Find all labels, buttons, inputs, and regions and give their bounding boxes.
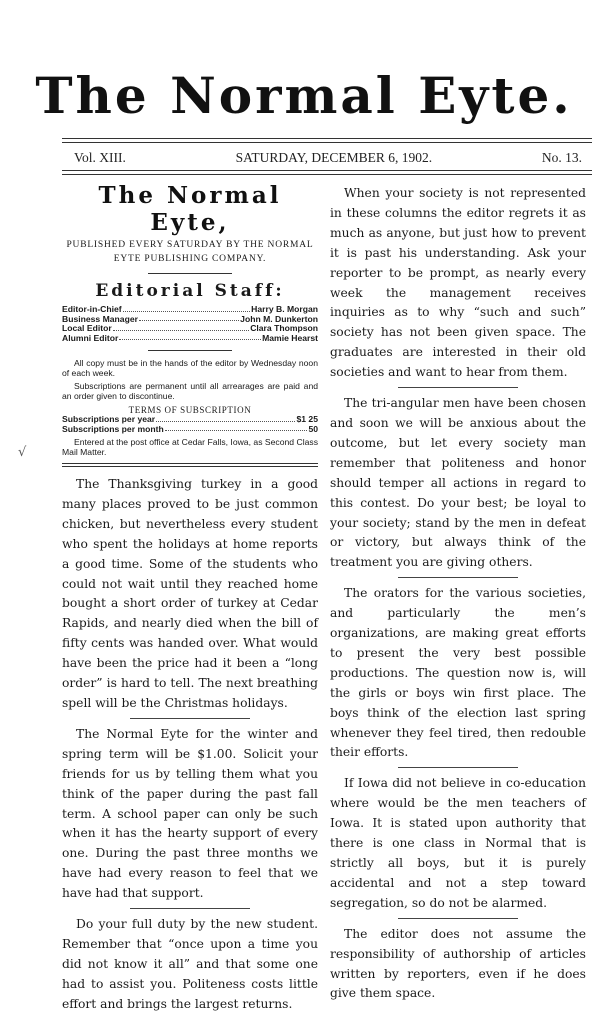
issue-date: SATURDAY, DECEMBER 6, 1902. <box>235 150 433 165</box>
staff-role: Editor-in-Chief <box>62 304 122 314</box>
post-office-notice: Entered at the post office at Cedar Falls, Iowa, as Second Class Mail Matter. <box>62 437 318 457</box>
staff-name: Mamie Hearst <box>262 332 318 343</box>
notice: Subscriptions are permanent until all arrearages are paid and an order given to discontinue. <box>62 381 318 401</box>
terms-row <box>62 425 318 435</box>
masthead-rule-top <box>62 138 592 143</box>
notice: All copy must be in the hands of the editor by Wednesday noon of each week. <box>62 358 318 378</box>
nameplate: The Normal Eyte, <box>98 182 282 236</box>
divider <box>148 350 232 351</box>
staff-name: Clara Thompson <box>250 323 318 333</box>
divider <box>398 767 518 768</box>
divider <box>148 273 232 274</box>
margin-checkmark: √ <box>18 445 27 460</box>
staff-role: Alumni Editor <box>62 332 119 343</box>
dateline <box>74 150 582 166</box>
article: Do your full duty by the new student. Remember that “once upon a time you did not know it all” and that some one had to assist you. Politeness costs little effort and brings the largest returns. <box>62 917 318 1011</box>
article: If Iowa did not believe in co-education where would be the men teachers of Iowa. It is stated upon authority that there is one class in Normal that is strictly all boys, but it is purely accidental and not a step toward segregation, so do not be alarmed. <box>330 776 586 910</box>
masthead-rule-bottom <box>62 170 592 175</box>
article: The tri-angular men have been chosen and soon we will be anxious about the outcome, but let every society man remember that politeness and honor should temper all actions in regard to this contest. Do your best; be loyal to your society; stand by the men in defeat or victory, but always think of the treatment you are giving others. <box>330 396 586 570</box>
divider <box>398 918 518 919</box>
staff-heading: Editorial Staff: <box>95 281 285 301</box>
volume-label: Vol. XIII. <box>74 150 126 165</box>
article: When your society is not represented in these columns the editor regrets it as much as anyone, but just how to prevent it is past his understanding. Ask your reporter to be prompt, as nearly every week the management receives inquiries as to why “such and such” society has not been given space. The graduates are interested in their old societies and want to hear from them. <box>330 186 586 380</box>
staff-name: Harry B. Morgan <box>251 304 318 314</box>
staff-list <box>62 305 318 343</box>
masthead-title: The Normal Eyte. <box>35 66 573 125</box>
divider <box>130 718 250 719</box>
staff-role: Local Editor <box>62 323 112 333</box>
article: The editor does not assume the responsibility of authorship of articles written by reporters, even if he does give them space. <box>330 926 586 1001</box>
divider <box>130 908 250 909</box>
right-column <box>330 180 586 1004</box>
terms-label: Subscriptions per month <box>62 423 164 434</box>
terms-price: $1 25 <box>296 414 318 424</box>
staff-row <box>62 334 318 344</box>
issue-number: No. 13. <box>541 150 582 165</box>
article: The orators for the various societies, and particularly the men’s organizations, are making great efforts to present the very best possible productions. The question now is, will the girls or boys win first place. The boys think of the election last spring whenever they feel tired, then redouble their efforts. <box>330 586 586 760</box>
terms-heading: TERMS OF SUBSCRIPTION <box>128 405 252 415</box>
staff-role: Business Manager <box>62 313 138 324</box>
divider <box>398 387 518 388</box>
left-column <box>62 180 318 1015</box>
column-rule <box>62 463 318 467</box>
article: The Normal Eyte for the winter and spring term will be $1.00. Solicit your friends for us by telling them what you think of the paper during the past fall term. A school paper can only be such when it has the hearty support of every one. During the past three months we have had every reason to feel that we have had that support. <box>62 726 318 901</box>
divider <box>398 577 518 578</box>
terms-price: 50 <box>308 423 318 434</box>
terms-label: Subscriptions per year <box>62 414 156 424</box>
published-line: PUBLISHED EVERY SATURDAY BY THE NORMAL EYTE PUBLISHING COMPANY. <box>66 240 314 264</box>
staff-name: John M. Dunkerton <box>240 313 318 324</box>
article: The Thanksgiving turkey in a good many places proved to be just common chicken, but nevertheless every student who spent the holidays at home reports a good time. Some of the students who could not wait until they reached home bought a short order of turkey at Cedar Rapids, and nearly died when the bill of fifty cents was handed over. What would have been the price had it been a “long order” is hard to tell. The next breathing spell will be the Christmas holidays. <box>62 477 318 710</box>
